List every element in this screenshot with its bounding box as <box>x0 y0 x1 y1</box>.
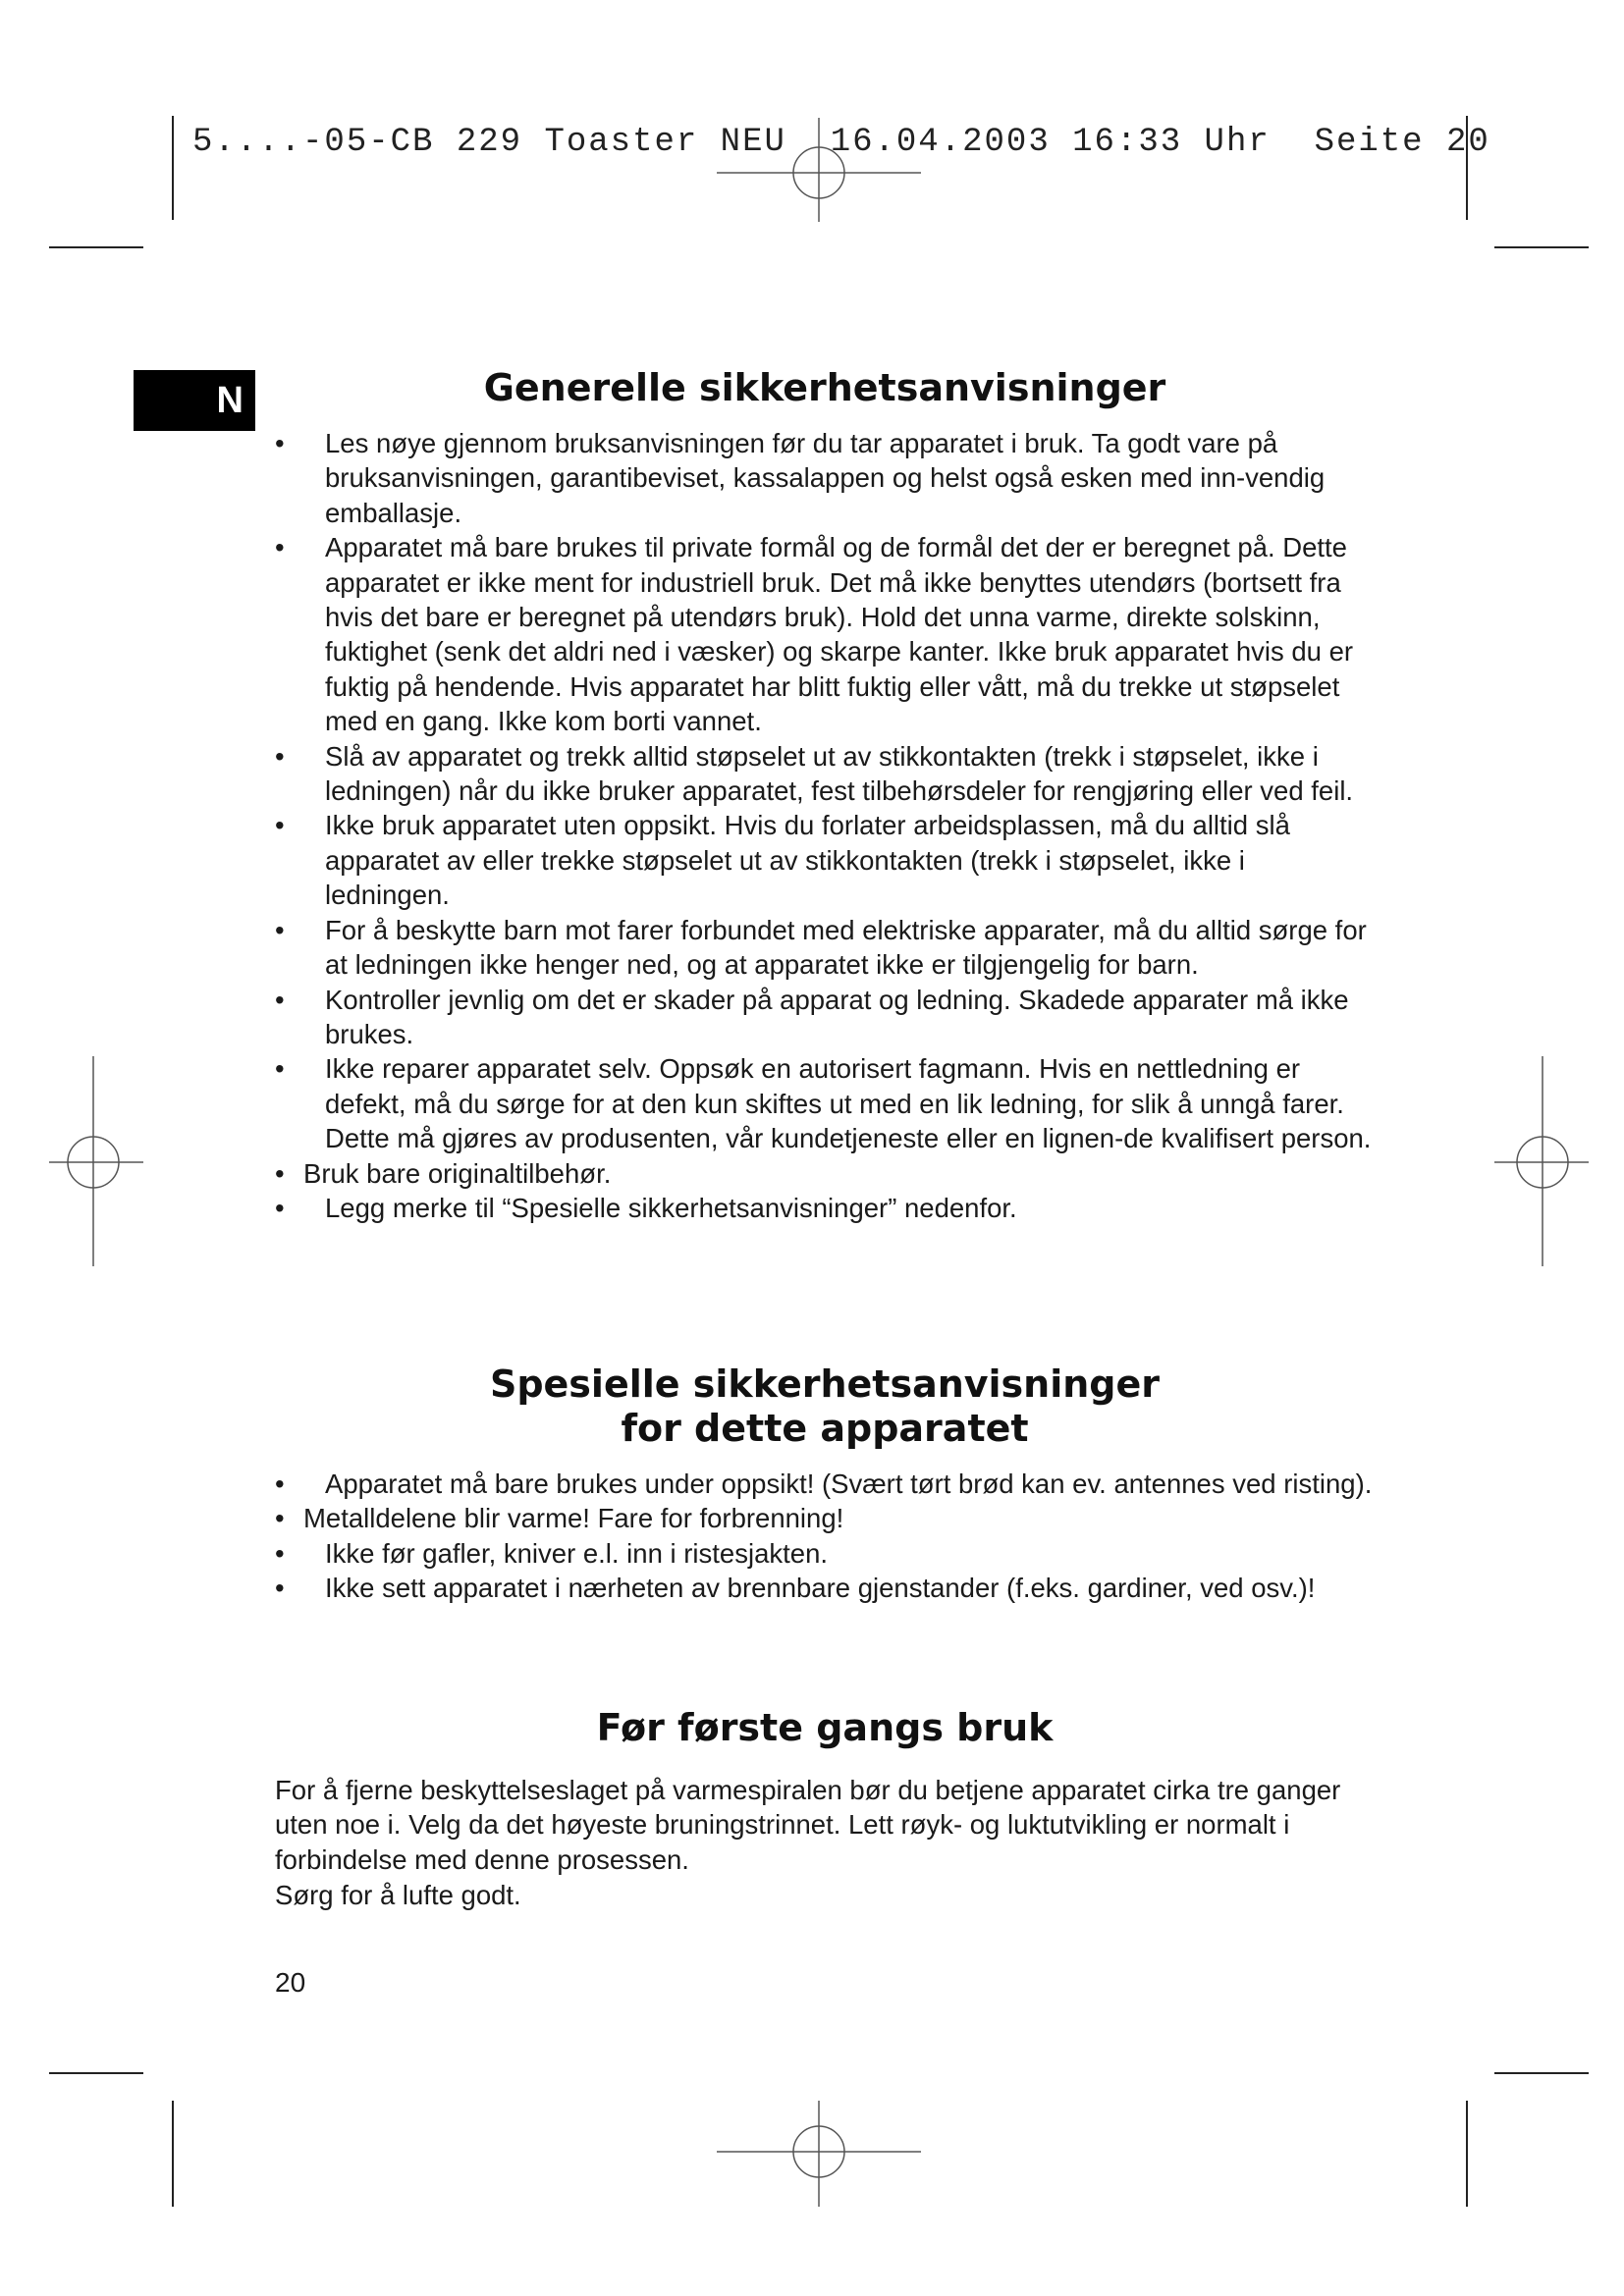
section-title-general-safety: Generelle sikkerhetsanvisninger <box>483 366 1166 409</box>
bullet-icon: • <box>275 810 285 841</box>
first-use-ventilation-note: Sørg for å lufte godt. <box>275 1880 521 1910</box>
list-item: • Bruk bare originaltilbehør. <box>275 1156 1375 1191</box>
bullet-icon: • <box>275 740 285 772</box>
list-item: • Apparatet må bare brukes under oppsikt! (Svært tørt brød kan ev. antennes ved risting). <box>275 1467 1375 1501</box>
list-item: • Ikke før gafler, kniver e.l. inn i ristesjakten. <box>275 1536 1375 1571</box>
bullet-icon: • <box>275 428 285 458</box>
first-use-paragraph: For å fjerne beskyttelseslaget på varmespiralen bør du betjene apparatet cirka tre ganger uten noe i. Velg da det høyeste bruningstrinnet. Lett røyk- og luktutvikling er normalt i forbindelse med denne prosessen. <box>275 1775 1341 1875</box>
section-title-first-use: Før første gangs bruk <box>596 1706 1054 1749</box>
list-item: • Kontroller jevnlig om det er skader på apparat og ledning. Skadede apparater må ikke brukes. <box>275 984 1349 1049</box>
list-item: • Legg merke til “Spesielle sikkerhetsanvisninger” nedenfor. <box>275 1191 1375 1225</box>
general-safety-list <box>275 426 1375 1225</box>
bullet-icon: • <box>275 532 285 563</box>
list-item: • For å beskytte barn mot farer forbundet med elektriske apparater, må du alltid sørge for at ledningen ikke henger ned, og at apparatet ikke er tilgjengelig for barn. <box>275 914 1367 981</box>
bullet-icon: • <box>275 1468 285 1499</box>
section-title-line: for dette apparatet <box>621 1407 1029 1450</box>
bullet-icon: • <box>275 1157 285 1189</box>
list-item: • Apparatet må bare brukes til private formål og de formål det der er beregnet på. Dette apparatet er ikke ment for industriell bruk. Det må ikke benyttes utendørs (bortsett fra hvis det bare er beregnet på utendørs bruk). Hold det unna varme, direkte solskinn, fuktighet (senk det aldri ned i væsker) og skarpe kanter. Ikke bruk apparatet hvis du er fuktig på hendende. Hvis apparatet har blitt fuktig eller vått, må du trekke ut støpselet med en gang. Ikke kom borti vannet. <box>275 532 1354 737</box>
bullet-icon: • <box>275 1053 285 1085</box>
language-tab: N <box>134 370 255 431</box>
list-item: • Ikke sett apparatet i nærheten av brennbare gjenstander (f.eks. gardiner, ved osv.)! <box>275 1571 1375 1605</box>
bullet-icon: • <box>275 984 285 1015</box>
bullet-icon: • <box>275 1573 285 1604</box>
list-item: • Les nøye gjennom bruksanvisningen før du tar apparatet i bruk. Ta godt vare på bruksanvisningen, garantibeviset, kassalappen og helst også esken med inn-vendig emballasje. <box>275 428 1326 528</box>
list-item: • Ikke bruk apparatet uten oppsikt. Hvis du forlater arbeidsplassen, må du alltid slå apparatet av eller trekke støpselet ut av stikkontakten (trekk i støpselet, ikke i ledningen. <box>275 810 1290 911</box>
section-title-special-safety <box>275 1362 1375 1451</box>
list-item: • Slå av apparatet og trekk alltid støpselet ut av stikkontakten (trekk i støpselet, ikke i ledningen) når du ikke bruker apparatet, fest tilbehørsdeler for rengjøring eller ved feil. <box>275 740 1354 807</box>
bullet-icon: • <box>275 1192 285 1223</box>
list-item: • Metalldelene blir varme! Fare for forbrenning! <box>275 1501 1375 1535</box>
list-item: • Ikke reparer apparatet selv. Oppsøk en autorisert fagmann. Hvis en nettledning er defekt, må du sørge for at den kun skiftes ut med en lik ledning, for slik å unngå farer. Dette må gjøres av produsenten, vår kundetjeneste eller en lignen-de kvalifisert person. <box>275 1053 1372 1154</box>
bullet-icon: • <box>275 1503 285 1534</box>
bullet-icon: • <box>275 1537 285 1569</box>
page-number: 20 <box>275 1967 306 1998</box>
special-safety-list <box>275 1467 1375 1606</box>
print-slug: 5....-05-CB 229 Toaster NEU 16.04.2003 16:33 Uhr Seite 20 <box>192 124 1490 161</box>
bullet-icon: • <box>275 914 285 945</box>
section-title-line: Spesielle sikkerhetsanvisninger <box>489 1362 1161 1406</box>
